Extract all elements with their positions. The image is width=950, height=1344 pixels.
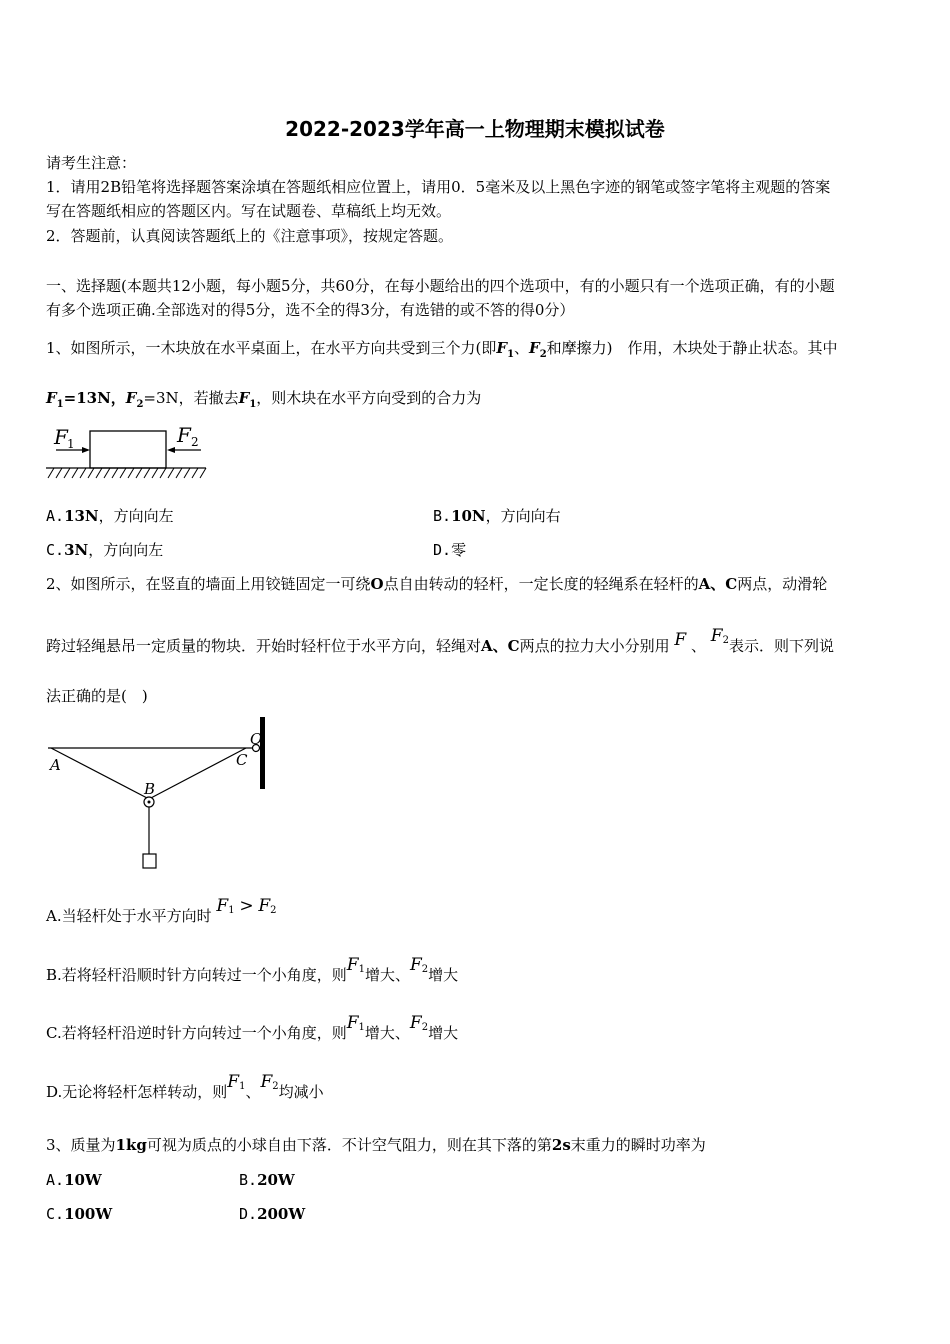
q3-stem-b: 可视为质点的小球自由下落．不计空气阻力，则在其下落的第 <box>146 1136 552 1154</box>
q1-option-d <box>433 540 466 561</box>
q1-stem-b: 和摩擦力) 作用，木块处于静止状态。其中 <box>546 339 838 357</box>
q2-option-d-f2-sub: 2 <box>272 1081 279 1092</box>
q2-l2-ac: A、C <box>481 637 520 655</box>
q1-c-f3: F <box>238 389 250 407</box>
q1-arrow-f2-head <box>167 447 175 453</box>
q3-option-b-value: 20W <box>257 1171 295 1189</box>
q3-option-a <box>46 1170 102 1191</box>
q1-option-b-text: ，方向向右 <box>485 507 561 525</box>
q2-stem-line-2 <box>46 626 834 663</box>
q2-l1b: 点自由转动的轻杆，一定长度的轻绳系在轻杆的 <box>383 575 699 593</box>
q2-option-d-end: 均减小 <box>278 1083 324 1101</box>
q2-l1a: 2、如图所示，在竖直的墙面上用铰链固定一可绕 <box>46 575 371 593</box>
q2-rope-a <box>51 748 149 799</box>
q1-c-eq2: =3N，若撤去 <box>143 389 239 407</box>
q3-option-c-value: 100W <box>64 1205 113 1223</box>
q2-pulley-axle <box>148 801 151 804</box>
q2-option-d-text: D.无论将轻杆怎样转动，则 <box>46 1083 228 1101</box>
q1-fig-label-f2: F <box>177 423 191 447</box>
q3-mass: 1kg <box>115 1136 147 1154</box>
q1-wood-block <box>90 431 166 468</box>
q2-option-a-f1-sub: 1 <box>228 905 235 916</box>
q2-l2a: 跨过轻绳悬吊一定质量的物块．开始时轻杆位于水平方向，轻绳对 <box>46 637 482 655</box>
q2-l1-ac: A、C <box>698 575 738 593</box>
q1-option-d-text: 零 <box>451 541 467 559</box>
q2-l2b: 两点的拉力大小分别用 <box>519 637 670 655</box>
q3-stem <box>46 1135 706 1156</box>
q2-label-a: A <box>50 756 61 774</box>
q3-option-b <box>239 1170 295 1191</box>
q2-l2-f1: F <box>674 630 687 650</box>
q1-option-d-key: D. <box>433 541 452 559</box>
q1-c-f1: F <box>46 389 57 407</box>
q2-option-c-end: 增大 <box>428 1024 459 1042</box>
q1-c-eq1: =13N， <box>63 389 126 407</box>
q1-ground-hatch <box>48 468 206 478</box>
q1-option-b <box>433 506 561 527</box>
q1-f2: F <box>529 339 540 357</box>
section-line-2: 有多个选项正确.全部选对的得5分，选不全的得3分，有选错的或不答的得0分） <box>46 301 575 319</box>
q2-rope-c <box>149 748 246 799</box>
q1-option-c-text: ，方向向左 <box>88 541 164 559</box>
q2-option-c-mid: 增大、 <box>364 1024 410 1042</box>
q2-option-b-f1-sub: 1 <box>358 964 365 975</box>
q1-option-b-key: B. <box>433 507 452 525</box>
q1-block-diagram <box>46 420 210 486</box>
q2-label-o: O <box>250 730 263 748</box>
q2-option-b-text: B.若将轻杆沿顺时针方向转过一个小角度，则 <box>46 966 347 984</box>
q2-option-c-f2: F <box>409 1013 422 1033</box>
q1-option-a <box>46 506 174 527</box>
q2-stem-line-3: 法正确的是( ) <box>46 687 148 705</box>
q3-option-d-key: D. <box>239 1205 258 1223</box>
q1-fig-label-f1: F <box>54 425 68 449</box>
q1-f1-sub: 1 <box>507 349 515 360</box>
q2-option-d-mid: 、 <box>245 1083 261 1101</box>
q2-l1-o: O <box>370 575 384 593</box>
q3-option-a-key: A. <box>46 1171 65 1189</box>
section-line-1: 一、选择题(本题共12小题，每小题5分，共60分，在每小题给出的四个选项中，有的小题只有一个选项正确，有的小题 <box>46 277 835 295</box>
q1-c-f3-sub: 1 <box>249 399 257 410</box>
q2-wall <box>260 717 265 789</box>
q2-l2c: 表示．则下列说 <box>728 637 834 655</box>
q2-option-c-f1: F <box>346 1013 359 1033</box>
q3-stem-a: 3、质量为 <box>46 1136 116 1154</box>
q2-option-b-mid: 增大、 <box>364 966 410 984</box>
q2-l1c: 两点，动滑轮 <box>737 575 828 593</box>
q1-option-c-key: C. <box>46 541 65 559</box>
q2-option-d <box>46 1072 324 1109</box>
q2-option-a <box>46 896 277 933</box>
q2-option-c-text: C.若将轻杆沿逆时针方向转过一个小角度，则 <box>46 1024 347 1042</box>
q2-option-a-text: A.当轻杆处于水平方向时 <box>46 907 212 925</box>
q1-option-a-key: A. <box>46 507 65 525</box>
notice-heading: 请考生注意： <box>46 154 137 172</box>
q1-f2-sub: 2 <box>539 349 547 360</box>
q3-time: 2s <box>551 1136 571 1154</box>
q1-c-f1-sub: 1 <box>56 399 64 410</box>
q2-option-b-f1: F <box>346 955 359 975</box>
q3-option-d-value: 200W <box>257 1205 306 1223</box>
q2-option-a-gt: > <box>239 896 254 916</box>
q1-c-f2: F <box>125 389 137 407</box>
q1-c-f2-sub: 2 <box>136 399 144 410</box>
q2-option-b <box>46 955 459 992</box>
q2-l2-f2: F <box>710 626 723 646</box>
q2-label-c: C <box>236 751 248 769</box>
q2-option-c <box>46 1013 459 1050</box>
q2-label-b: B <box>144 780 156 798</box>
q1-stem-a: 1、如图所示，一木块放在水平桌面上，在水平方向共受到三个力(即 <box>46 339 497 357</box>
q2-option-a-f1: F <box>216 896 229 916</box>
q2-option-b-f2: F <box>409 955 422 975</box>
q2-option-d-f1-sub: 1 <box>239 1081 246 1092</box>
q1-sep: 、 <box>514 339 530 357</box>
q2-weight-block <box>143 854 156 868</box>
q1-fig-label-f2-sub: 2 <box>191 435 199 449</box>
q1-option-a-value: 13N <box>64 507 99 525</box>
q2-option-b-end: 增大 <box>428 966 459 984</box>
q1-c-end: ，则木块在水平方向受到的合力为 <box>256 389 482 407</box>
q2-option-c-f2-sub: 2 <box>421 1022 429 1033</box>
q1-stem-line-1 <box>46 338 838 365</box>
notice-line-2: 2．答题前，认真阅读答题纸上的《注意事项》，按规定答题。 <box>46 227 454 245</box>
q2-rod-diagram <box>46 713 276 873</box>
q2-option-a-f2-sub: 2 <box>270 905 277 916</box>
q1-option-a-text: ，方向向左 <box>98 507 174 525</box>
q1-f1: F <box>496 339 508 357</box>
notice-line-1a: 1．请用2B铅笔将选择题答案涂填在答题纸相应位置上，请用0．5毫米及以上黑色字迹的钢笔或签字笔将主观题的答案 <box>46 178 831 196</box>
q3-option-c <box>46 1204 112 1225</box>
q2-l2-f2-sub: 2 <box>722 635 729 646</box>
q2-stem-line-1 <box>46 574 827 595</box>
q1-option-c-value: 3N <box>64 541 89 559</box>
q1-option-c <box>46 540 163 561</box>
q2-option-d-f1: F <box>227 1072 240 1092</box>
q2-option-d-f2: F <box>260 1072 273 1092</box>
q3-option-c-key: C. <box>46 1205 65 1223</box>
q1-fig-label-f1-sub: 1 <box>67 437 75 451</box>
q2-option-c-f1-sub: 1 <box>358 1022 365 1033</box>
notice-line-1b: 写在答题纸相应的答题区内。写在试题卷、草稿纸上均无效。 <box>46 202 452 220</box>
q2-option-b-f2-sub: 2 <box>421 964 429 975</box>
q3-option-a-value: 10W <box>64 1171 102 1189</box>
q1-option-b-value: 10N <box>451 507 486 525</box>
q1-stem-line-2 <box>46 388 481 415</box>
q3-stem-c: 末重力的瞬时功率为 <box>570 1136 706 1154</box>
q2-l2-sep: 、 <box>690 637 706 655</box>
page-title: 2022-2023学年高一上物理期末模拟试卷 <box>285 117 665 141</box>
q1-arrow-f1-head <box>82 447 90 453</box>
q3-option-d <box>239 1204 305 1225</box>
q2-option-a-f2: F <box>258 896 271 916</box>
q3-option-b-key: B. <box>239 1171 258 1189</box>
